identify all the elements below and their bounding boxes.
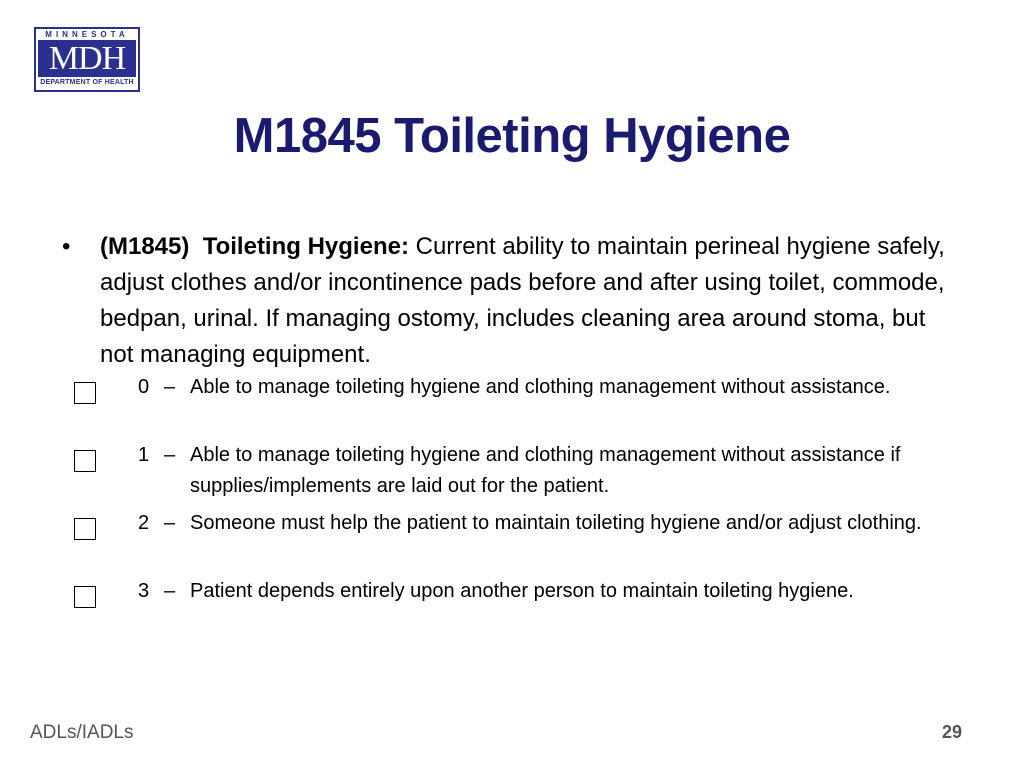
option-dash: – — [164, 512, 176, 534]
option-dash: – — [164, 376, 176, 398]
option-text: Able to manage toileting hygiene and clothing management without assistance if supplies/implements are laid out for the patient. — [190, 444, 901, 497]
option-number: 0 — [138, 376, 150, 398]
mdh-logo — [34, 27, 140, 92]
option-text: Patient depends entirely upon another person to maintain toileting hygiene. — [190, 580, 854, 602]
checkbox-3[interactable] — [74, 586, 96, 608]
option-dash: – — [164, 580, 176, 602]
option-row — [0, 372, 1024, 440]
option-row — [0, 576, 1024, 644]
item-code: (M1845) — [100, 233, 190, 260]
option-number: 1 — [138, 444, 150, 466]
option-number: 3 — [138, 580, 150, 602]
option-text: Someone must help the patient to maintain toileting hygiene and/or adjust clothing. — [190, 512, 922, 534]
checkbox-1[interactable] — [74, 450, 96, 472]
response-options — [0, 372, 1024, 644]
logo-main-text: MDH — [38, 40, 136, 77]
item-description: Current ability to maintain perineal hygiene safely, adjust clothes and/or incontinence pads before and after using toilet, commode, bedpan, urinal. If managing ostomy, includes cleaning area around stoma, but not managing equipment. — [100, 233, 945, 368]
logo-department-text: DEPARTMENT OF HEALTH — [40, 79, 134, 86]
option-row — [0, 508, 1024, 576]
option-dash: – — [164, 444, 176, 466]
option-text: Able to manage toileting hygiene and clothing management without assistance. — [190, 376, 891, 398]
option-number: 2 — [138, 512, 150, 534]
checkbox-2[interactable] — [74, 518, 96, 540]
item-label: Toileting Hygiene: — [202, 233, 409, 260]
footer-section-label: ADLs/IADLs — [30, 722, 134, 743]
page-number: 29 — [941, 722, 962, 742]
option-row — [0, 440, 1024, 508]
slide-title: M1845 Toileting Hygiene — [233, 109, 791, 163]
logo-state-text: MINNESOTA — [45, 30, 129, 39]
bullet-icon: • — [62, 233, 71, 260]
checkbox-0[interactable] — [74, 382, 96, 404]
bullet-text — [100, 229, 960, 373]
